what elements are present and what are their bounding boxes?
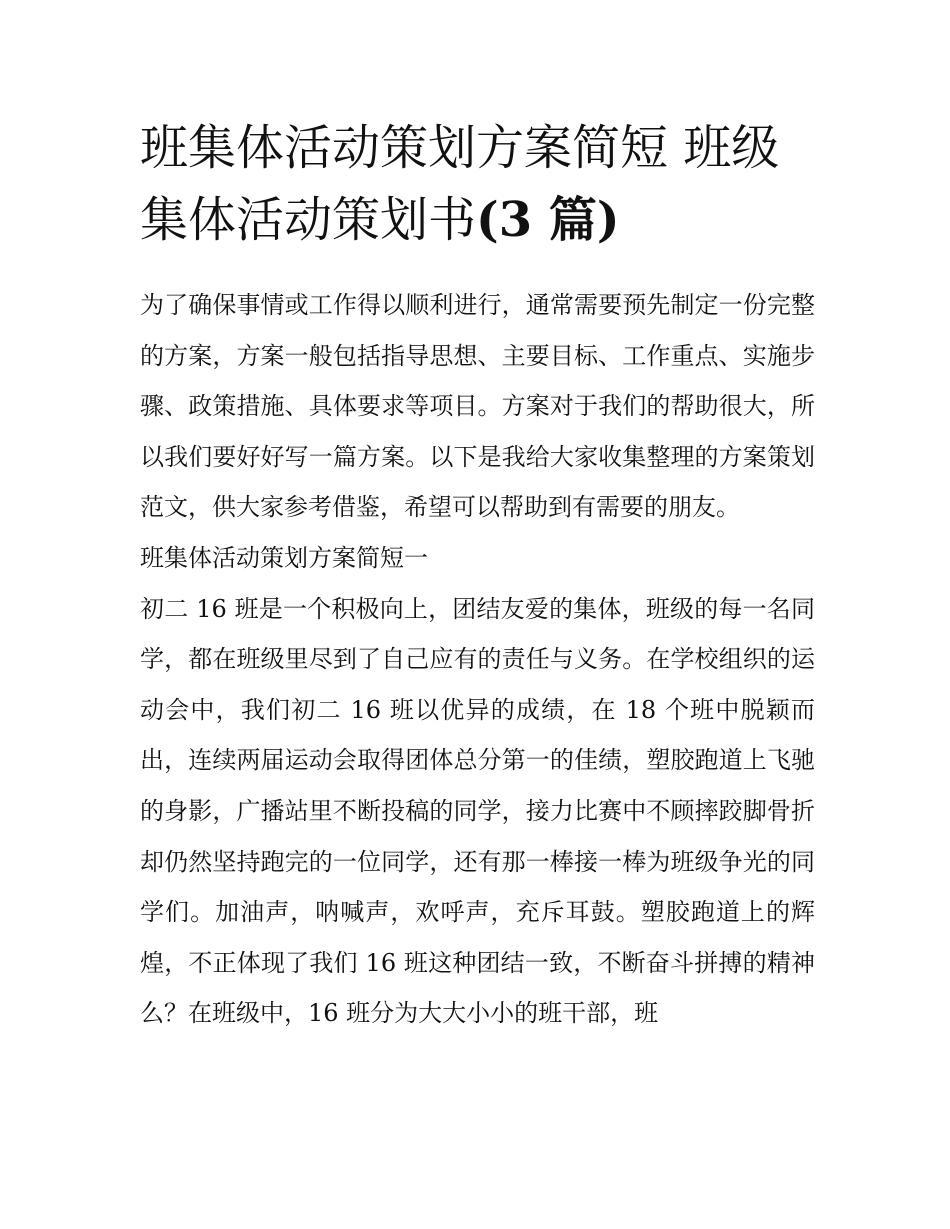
title-text: 班集体活动策划方案简短 班级集体活动策划书	[140, 120, 780, 248]
document-page	[140, 112, 815, 1039]
intro-paragraph: 为了确保事情或工作得以顺利进行，通常需要预先制定一份完整的方案，方案一般包括指导思想、主要目标、工作重点、实施步骤、政策措施、具体要求等项目。方案对于我们的帮助很大，所以我们要好好写一篇方案。以下是我给大家收集整理的方案策划范文，供大家参考借鉴，希望可以帮助到有需要的朋友。	[140, 291, 815, 522]
section-body-paragraph: 初二 16 班是一个积极向上，团结友爱的集体，班级的每一名同学，都在班级里尽到了自己应有的责任与义务。在学校组织的运动会中，我们初二 16 班以优异的成绩，在 18 个班中脱颖而出，连续两届运动会取得团体总分第一的佳绩，塑胶跑道上飞驰的身影，广播站里不断投稿的同学，接力比赛中不顾摔跤脚骨折却仍然坚持跑完的一位同学，还有那一棒接一棒为班级争光的同学们。加油声，呐喊声，欢呼声，充斥耳鼓。塑胶跑道上的辉煌，不正体现了我们 16 班这种团结一致，不断奋斗拼搏的精神么？在班级中，16 班分为大大小小的班干部，班	[140, 594, 815, 1028]
section-heading: 班集体活动策划方案简短一	[140, 543, 428, 572]
title-count: (3 篇)	[476, 192, 620, 248]
document-title	[140, 112, 815, 256]
